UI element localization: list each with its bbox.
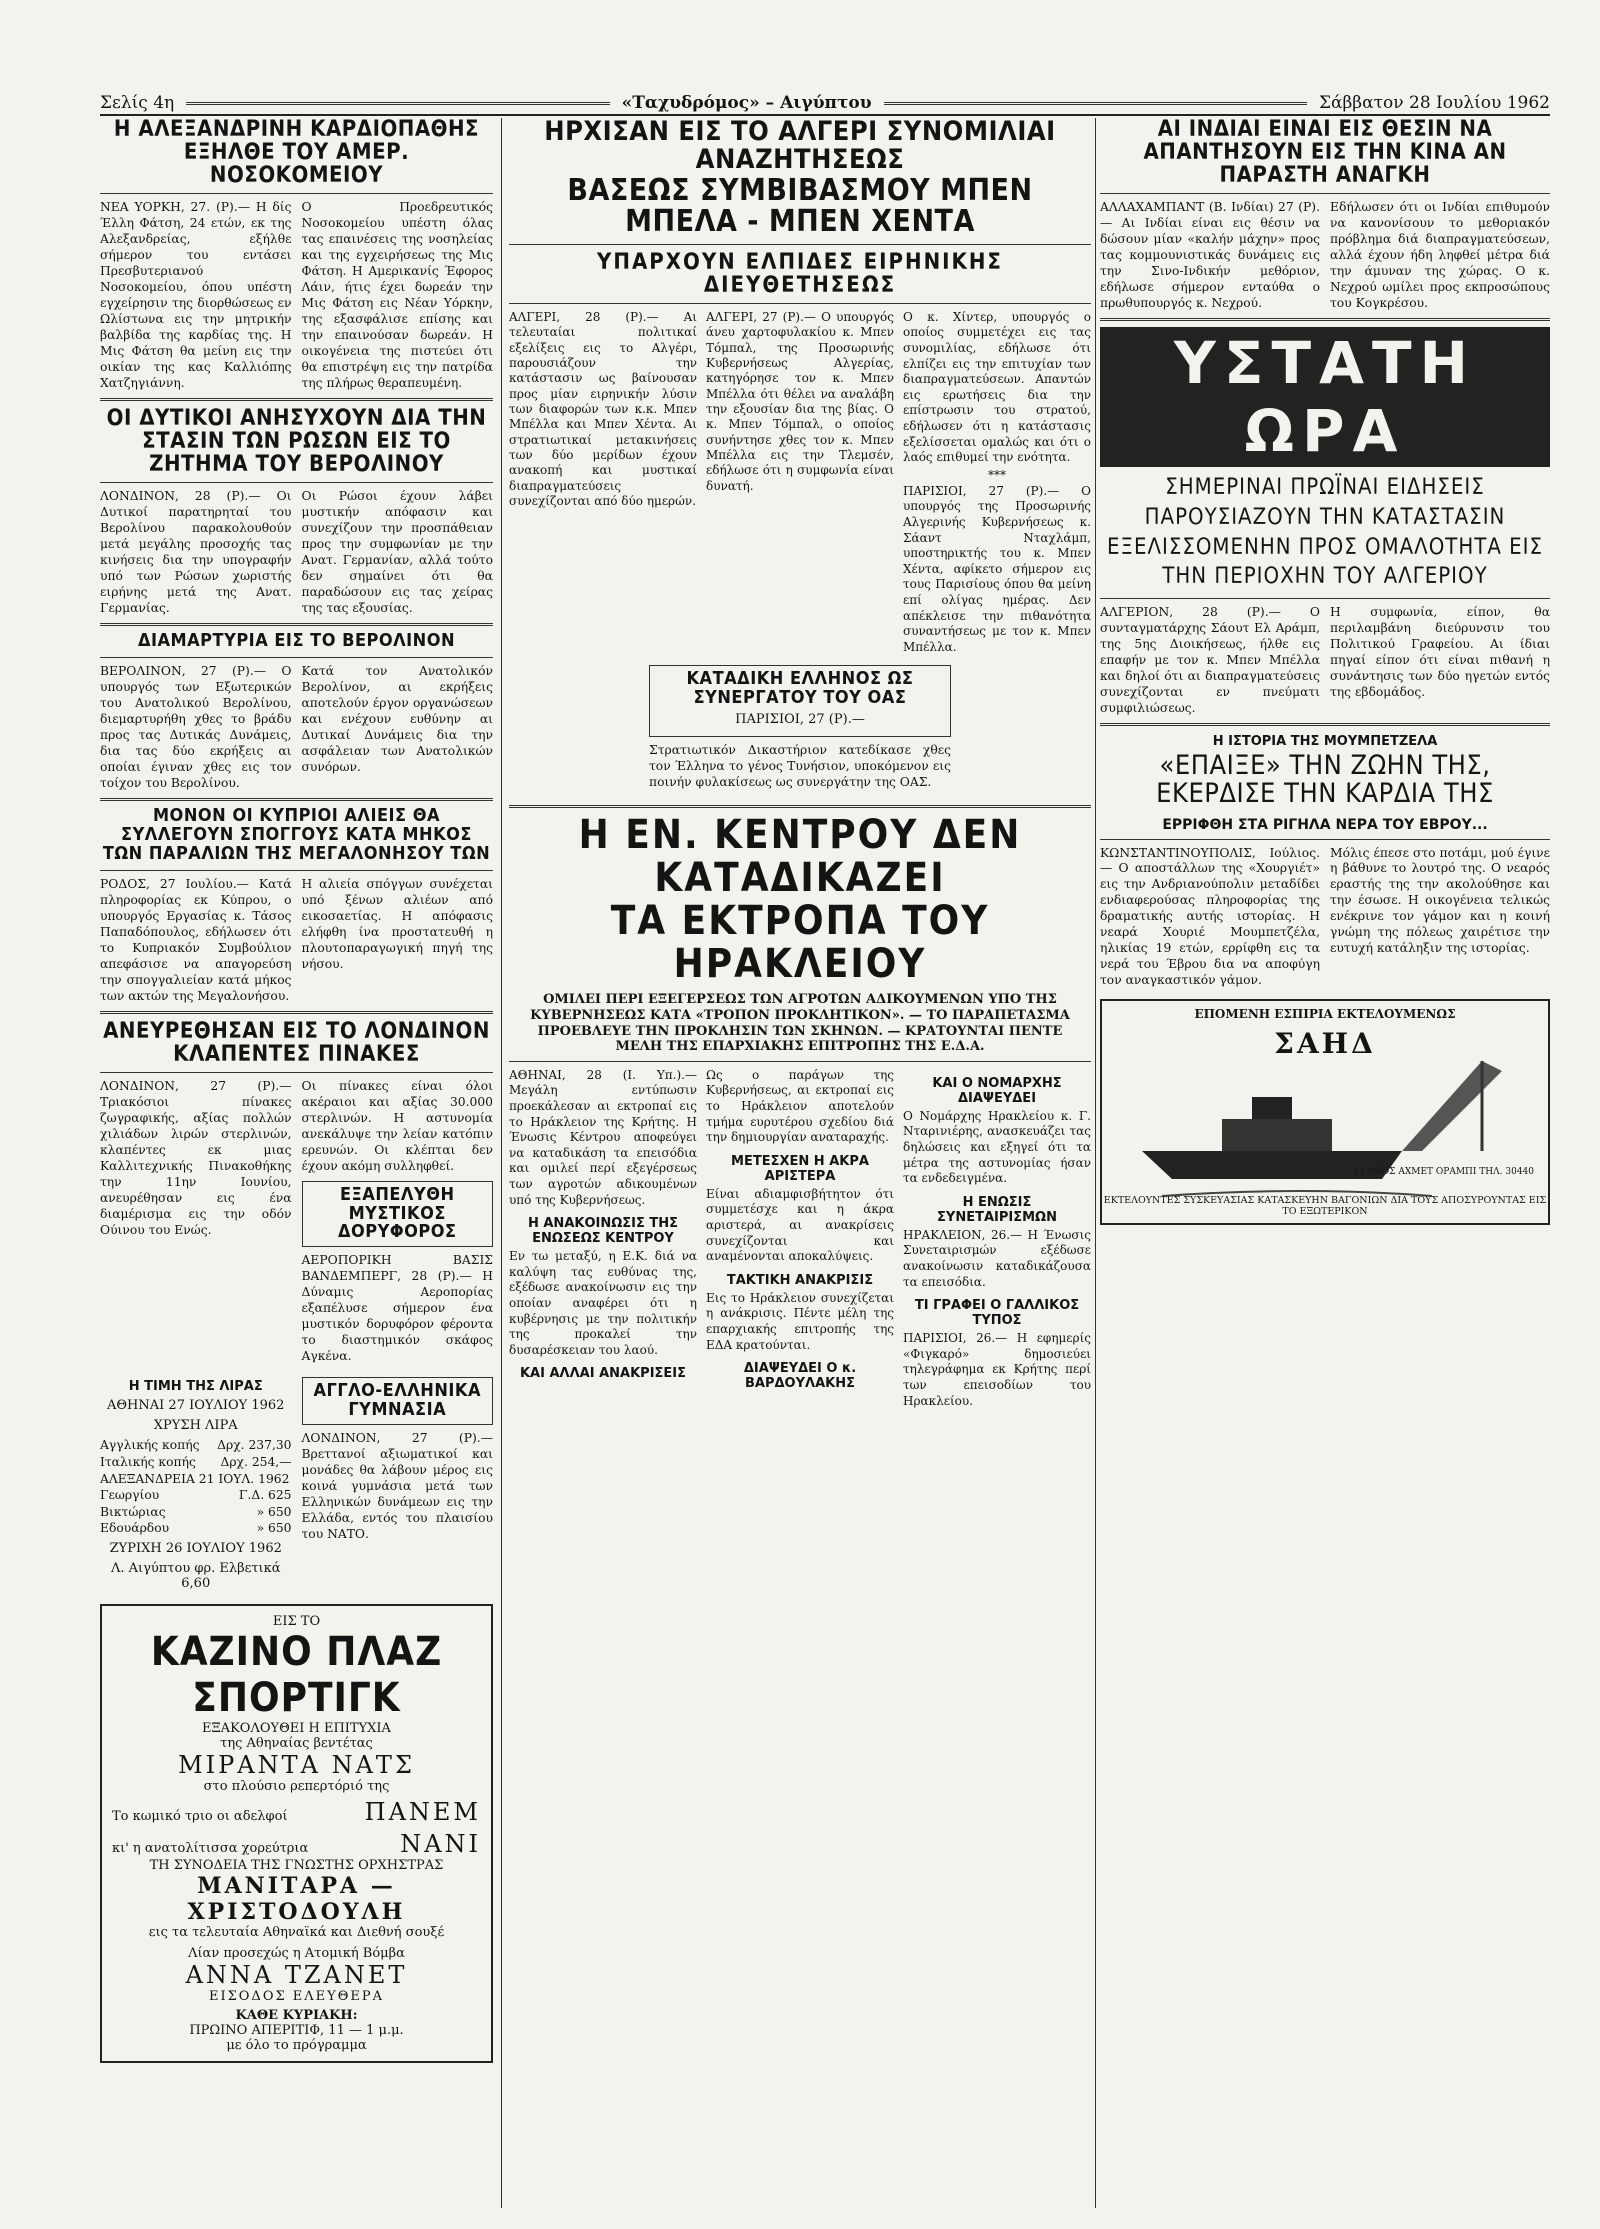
- pound-price-box: [100, 1371, 292, 1596]
- price-row: Αγγλικής κοπής Δρχ. 237,30: [100, 1438, 292, 1453]
- right-column: [1100, 118, 1550, 1225]
- ad-text: κι' η ανατολίτισσα χορεύτρια: [112, 1840, 309, 1856]
- subhead: Η ΑΝΑΚΟΙΝΩΣΙΣ ΤΗΣ ΕΝΩΣΕΩΣ ΚΕΝΤΡΟΥ: [527, 1216, 679, 1247]
- ad-orchestra-name: ΜΑΝΙΤΑΡΑ — ΧΡΙΣΤΟΔΟΥΛΗ: [187, 1872, 406, 1925]
- price-row: ΑΛΕΞΑΝΔΡΕΙΑ 21 ΙΟΥΛ. 1962: [100, 1471, 290, 1486]
- subhead: ΚΑΙ Ο ΝΟΜΑΡΧΗΣ ΔΙΑΨΕΥΔΕΙ: [932, 1075, 1062, 1106]
- subhead: ΚΑΙ ΑΛΛΑΙ ΑΝΑΚΡΙΣΕΙΣ: [519, 1366, 687, 1382]
- headline: ΣΗΜΕΡΙΝΑΙ ΠΡΩΪΝΑΙ ΕΙΔΗΣΕΙΣ ΠΑΡΟΥΣΙΑΖΟΥΝ ΤΗΝ ΚΑΤΑΣΤΑΣΙΝ ΕΞΕΛΙΣΣΟΜΕΝΗΝ ΠΡΟΣ ΟΜΑΛΟΤΗΤΑ ΕΙΣ ΤΗΝ ΠΕΡΙΟΧΗΝ ΤΟΥ ΑΛΓΕΡΙΟΥ: [1106, 475, 1544, 590]
- ad-text: με όλο το πρόγραμμα: [226, 2037, 367, 2053]
- article-text: Κατά τον Ανατολικόν Βερολίνον, αι εκρήξεις αποτελούν έργον οργανώσεων και ενέχουν ευθύνην αι Δυτικαί Δυνάμεις δια την ασφάλειαν των Ανατολικών συνόρων.: [301, 664, 493, 775]
- price-row: Εδουάρδου » 650: [100, 1521, 292, 1536]
- headline: ΒΑΣΕΩΣ ΣΥΜΒΙΒΑΣΜΟΥ ΜΠΕΝ ΜΠΕΛΑ - ΜΠΕΝ ΧΕΝΤΑ: [567, 172, 1033, 240]
- article-text: Στρατιωτικόν Δικαστήριον κατεδίκασε χθες τον Έλληνα το γένος Τυνήσιον, υποκόμενον εις ποινήν φυλακίσεως ως συνεργάτην της ΟΑΣ.: [649, 742, 951, 789]
- headline: «ΕΠΑΙΞΕ» ΤΗΝ ΖΩΗΝ ΤΗΣ, ΕΚΕΡΔΙΣΕ ΤΗΝ ΚΑΡΔΙΑ ΤΗΣ: [1156, 749, 1494, 810]
- ad-text: της Αθηναίας βεντέτας: [220, 1735, 373, 1751]
- kicker: Η ΙΣΤΟΡΙΑ ΤΗΣ ΜΟΥΜΠΕΤΖΕΛΑ: [1212, 733, 1438, 749]
- zurich-row: Λ. Αιγύπτου φρ. Ελβετικά 6,60: [110, 1560, 281, 1592]
- paper-name: «Ταχυδρόμος» – Αιγύπτου: [621, 93, 872, 113]
- column-rule: [1095, 118, 1096, 2208]
- article-berlin-worry: [100, 407, 493, 617]
- ad-text: στο πλούσιο ρεπερτόριό της: [203, 1778, 390, 1794]
- subhead: ΜΕΤΕΣΧΕΝ Η ΑΚΡΑ ΑΡΙΣΤΕΡΑ: [731, 1153, 869, 1184]
- article-text: Μόλις έπεσε στο ποτάμι, μού έγινε η βάθυνε το λουτρό της. Ο νεαρός εραστής της την ακολούθησε και την έσωσε. Η οικογένεια τελικώς ενέκρινε τον γάμον και η κοινή γνώμη της πόλεως χαιρέτισε την ευτυχή κατάληξιν της ιστορίας.: [1330, 845, 1550, 956]
- ad-text: ΕΞΑΚΟΛΟΥΘΕΙ Η ΕΠΙΤΥΧΙΑ: [202, 1720, 391, 1736]
- ad-text: ΕΙΣ ΤΟ: [272, 1613, 321, 1629]
- headline: ΟΙ ΔΥΤΙΚΟΙ ΑΝΗΣΥΧΟΥΝ ΔΙΑ ΤΗΝ ΣΤΑΣΙΝ ΤΩΝ ΡΩΣΩΝ ΕΙΣ ΤΟ ΖΗΤΗΜΑ ΤΟΥ ΒΕΡΟΛΙΝΟΥ: [106, 406, 487, 478]
- article-text: ΛΟΝΔΙΝΟΝ, 27 (Ρ).— Βρεττανοί αξιωματικοί και μονάδες θα λάβουν μέρος εις κοινά γυμνάσια μετά των Ελληνικών δυνάμεων εις την Ελλάδα, εντός του πλαισίου του ΝΑΤΟ.: [301, 1431, 493, 1541]
- shipping-advertisement: [1100, 999, 1550, 1225]
- lead-article-algeria: ΗΡΧΙΣΑΝ ΕΙΣ ΤΟ ΑΛΓΕΡΙ ΣΥΝΟΜΙΛΙΑΙ ΑΝΑΖΗΤΗΣΕΩΣ ΒΑΣΕΩΣ ΣΥΜΒΙΒΑΣΜΟΥ ΜΠΕΝ ΜΠΕΛΑ - ΜΠΕΝ ΧΕΝΤΑ ΥΠΑΡΧΟΥΝ ΕΛΠΙΔΕΣ ΕΙΡΗΝΙΚΗΣ ΔΙΕΥΘΕΤΗΣΕΩΣ ΑΛΓΕΡΙ, 28 (Ρ).— Αι τελευταίαι πολιτικαί εξελίξεις εις το Αλγέρι, παρουσιάζουν την κατάστασιν ως βαίνουσαν προς μίαν ειρηνικήν λύσιν των διαφορών των κ.κ. Μπεν Μπέλλα και Μπεν Χέντα. Αι στρατιωτικαί μετακινήσεις των δύο μερίδων έχουν ανακοπή και μυστικαί διαπραγματεύσεις συνεχίζονται από δύο ημερών. ΑΛΓΕΡΙ, 27 (Ρ).— Ο υπουργός άνευ χαρτοφυλακίου κ. Μπεν Τόμπαλ, της Προσωρινής Κυβερνήσεως Αλγερίας, κατηγόρησε τον κ. Μπεν Μπέλλα ότι θέλει να αναλάβη την εξουσίαν δια της βίας. Ο κ. Μπεν Τόμπαλ, ο οποίος συνήντησε χθες τον κ. Μπεν Μπέλλα εις την Τλεμσέν, εδήλωσε ότι η συμφωνία είναι δυνατή. Ο κ. Χίντερ, υπουργός ο οποίος συμμετέχει εις τας συνομιλίας, εδήλωσε ότι ελπίζει εις την επιτυχίαν των διαπραγματεύσεων. Απαντών εις ερωτήσεις δια την επίστρωσιν του στρατού, εδήλωσεν ότι η κατάστασις εξελίσσεται ομαλώς και ότι ο λαός επιθυμεί την ενότητα. *** ΠΑΡΙΣΙΟΙ, 27 (Ρ).— Ο υπουργός της Προσωρινής Αλγερινής Κυβερνήσεως κ. Σάαντ Νταχλάμπ, υποστηρικτής του κ. Μπεν Χέντα, αφίκετο σήμερον εις τους Παρισίους όπου θα μείνη επί ολίγας ημέρας. Δεν απέκλεισε την πιθανότητα συναντήσεως με τον κ. Μπεν Μπέλλα. ΚΑΤΑΔΙΚΗ ΕΛΛΗΝΟΣ ΩΣ ΣΥΝΕΡΓΑΤΟΥ ΤΟΥ ΟΑΣ ΠΑΡΙΣΙΟΙ, 27 (Ρ).— Στρατιωτικόν Δικαστήριον κατεδίκασε χθες τον Έλληνα το γένος Τυνήσιον, υποκόμενον εις ποινήν φυλακίσεως ως συνεργάτην της ΟΑΣ.: [509, 118, 1091, 789]
- article-text: Η συμφωνία, είπον, θα περιλαμβάνη διεύρυνσιν του Πολιτικού Γραφείου. Αι ίδιαι πηγαί είπον ότι είναι πιθανή η συνάντησις των δύο ηγετών εντός της εβδομάδος.: [1330, 604, 1550, 699]
- article-text: ΛΟΝΔΙΝΟΝ, 27 (Ρ).— Τριακόσιοι πίνακες ζωγραφικής, αξίας πολλών χιλιάδων λιρών στερλινών, κλαπέντες εκ μιας Καλλιτεχνικής Πινακοθήκης την 11ην Ιουνίου, ανευρέθησαν εις ένα διαμέρισμα εις την οδόν Ούινου του Ενώς.: [100, 1078, 292, 1237]
- price-row: Βικτώριας » 650: [100, 1504, 292, 1519]
- article-heart-patient: [100, 118, 493, 392]
- subheadline: ΥΠΑΡΧΟΥΝ ΕΛΠΙΔΕΣ ΕΙΡΗΝΙΚΗΣ ΔΙΕΥΘΕΤΗΣΕΩΣ: [597, 249, 1003, 298]
- casino-advertisement: [100, 1604, 493, 2063]
- headline: Η ΑΛΕΞΑΝΔΡΙΝΗ ΚΑΡΔΙΟΠΑΘΗΣ ΕΞΗΛΘΕ ΤΟΥ ΑΜΕΡ. ΝΟΣΟΚΟΜΕΙΟΥ: [113, 118, 480, 189]
- price-row: Ιταλικής κοπής Δρχ. 254,—: [100, 1455, 292, 1469]
- article-latest-news: [1100, 327, 1550, 717]
- ship-icon: [1102, 1001, 1548, 1223]
- dateline: ΠΑΡΙΣΙΟΙ, 27 (Ρ).—: [735, 712, 865, 728]
- masthead: [100, 92, 1550, 116]
- article-text: ΛΟΝΔΙΝΟΝ, 28 (Ρ).— Οι Δυτικοί παρατηρηταί του Βερολίνου παρακολουθούν μετά μεγάλης προσοχής τας κινήσεις δια την υπογραφήν υπό των Ρώσων χωριστής ειρήνης μετά της Ανατ. Γερμανίας.: [100, 489, 292, 616]
- ad-text: εις τα τελευταία Αθηναϊκά και Διεθνή σουξέ: [148, 1924, 445, 1940]
- subhead: ΔΙΑΨΕΥΔΕΙ Ο κ. ΒΑΡΔΟΥΛΑΚΗΣ: [743, 1361, 857, 1392]
- price-row: Γεωργίου Γ.Δ. 625: [100, 1488, 292, 1503]
- prices-title: Η ΤΙΜΗ ΤΗΣ ΛΙΡΑΣ: [128, 1379, 263, 1395]
- article-satellite: [302, 1181, 494, 1248]
- ad-dancer-name: ΝΑΝΙ: [400, 1829, 481, 1858]
- ad-text: ΠΡΩΙΝΟ ΑΠΕΡΙΤΙΦ, 11 — 1 μ.μ.: [189, 2022, 404, 2038]
- headline: ΤΑ ΕΚΤΡΟΠΑ ΤΟΥ ΗΡΑΚΛΕΙΟΥ: [610, 898, 990, 988]
- issue-date: Σάββατον 28 Ιουλίου 1962: [1318, 93, 1550, 113]
- article-text: Οι πίνακες είναι όλοι ακέραιοι και αξίας 30.000 στερλινών. Η αστυνομία ανεκάλυψε την λείαν κατόπιν ερευνών. Οι κλέπται δεν έχουν ακόμη συλληφθεί.: [301, 1078, 493, 1173]
- zurich-label: ΖΥΡΙΧΗ 26 ΙΟΥΛΙΟΥ 1962: [109, 1540, 282, 1556]
- headline: ΗΡΧΙΣΑΝ ΕΙΣ ΤΟ ΑΛΓΕΡΙ ΣΥΝΟΜΙΛΙΑΙ ΑΝΑΖΗΤΗΣΕΩΣ: [544, 118, 1056, 176]
- headline: ΑΙ ΙΝΔΙΑΙ ΕΙΝΑΙ ΕΙΣ ΘΕΣΙΝ ΝΑ ΑΠΑΝΤΗΣΟΥΝ ΕΙΣ ΤΗΝ ΚΙΝΑ ΑΝ ΠΑΡΑΣΤΗ ΑΝΑΓΚΗ: [1143, 118, 1507, 189]
- article-text: Εν τω μεταξύ, η Ε.Κ. διά να καλύψη τας ευθύνας της, εξέδωσε ανακοίνωσιν εις την οποίαν αναφέρει ότι η κυβέρνησις με την πολιτικήν της προκαλεί την δυσαρέσκειαν του λαού.: [509, 1249, 697, 1357]
- article-berlin-protest: [100, 632, 493, 792]
- subheadline: ΕΡΡΙΦΘΗ ΣΤΑ ΡΙΓΗΛΑ ΝΕΡΑ ΤΟΥ ΕΒΡΟΥ...: [1162, 816, 1488, 833]
- article-text: ΑΛΓΕΡΙΟΝ, 28 (Ρ).— Ο συνταγματάρχης Σάουτ Ελ Αράμπ, της 5ης Διοικήσεως, ήλθε εις επαφήν με τον κ. Μπεν Μπέλλα και δηλοί ότι αι διαπραγματεύσεις συνεχίζονται εν πνεύματι συμφιλιώσεως.: [1100, 604, 1320, 715]
- left-column: [100, 118, 493, 2063]
- headline: ΚΑΤΑΔΙΚΗ ΕΛΛΗΝΟΣ ΩΣ ΣΥΝΕΡΓΑΤΟΥ ΤΟΥ ΟΑΣ: [686, 668, 914, 709]
- article-stolen-paintings: [100, 1020, 493, 1366]
- article-text: Εδήλωσεν ότι οι Ινδίαι επιθυμούν να κανονίσουν το μεθοριακόν πρόβλημα διά διαπραγματεύσεων, αλλά έχουν ήδη ληφθεί μέτρα διά την άμυναν της χώρας. Ο κ. Νεχρού ωμίλει προς εκπροσώπους του Κογκρέσου.: [1330, 200, 1550, 311]
- article-text: ΑΛΓΕΡΙ, 28 (Ρ).— Αι τελευταίαι πολιτικαί εξελίξεις εις το Αλγέρι, παρουσιάζουν την κατάστασιν ως βαίνουσαν προς μίαν ειρηνικήν λύσιν των διαφορών των κ.κ. Μπεν Μπέλλα και Μπεν Χέντα. Αι στρατιωτικαί μετακινήσεις των δύο μερίδων έχουν ανακοπή και μυστικαί διαπραγματεύσεις συνεχίζονται από δύο ημερών.: [509, 309, 697, 509]
- ad-text: ΤΗ ΣΥΝΟΔΕΙΑ ΤΗΣ ΓΝΩΣΤΗΣ ΟΡΧΗΣΤΡΑΣ: [149, 1857, 444, 1873]
- headline: ΑΝΕΥΡΕΘΗΣΑΝ ΕΙΣ ΤΟ ΛΟΝΔΙΝΟΝ ΚΛΑΠΕΝΤΕΣ ΠΙΝΑΚΕΣ: [103, 1018, 490, 1067]
- article-moubetzela: [1100, 734, 1550, 990]
- subhead: Η ΕΝΩΣΙΣ ΣΥΝΕΤΑΙΡΙΣΜΩΝ: [937, 1194, 1057, 1225]
- article-text: Ο κ. Χίντερ, υπουργός ο οποίος συμμετέχει εις τας συνομιλίας, εδήλωσε ότι ελπίζει εις την επιτυχίαν των διαπραγματεύσεων. Απαντών εις ερωτήσεις δια την επίστρωσιν του στρατού, εδήλωσεν ότι η κατάστασις εξελίσσεται ομαλώς και ότι ο λαός επιθυμεί την ενότητα.: [903, 309, 1091, 465]
- headline: ΜΟΝΟΝ ΟΙ ΚΥΠΡΙΟΙ ΑΛΙΕΙΣ ΘΑ ΣΥΛΛΕΓΟΥΝ ΣΠΟΓΓΟΥΣ ΚΑΤΑ ΜΗΚΟΣ ΤΩΝ ΠΑΡΑΛΙΩΝ ΤΗΣ ΜΕΓΑΛΟΝΗΣΟΥ ΤΩΝ: [102, 805, 491, 864]
- ad-star-name: ΜΙΡΑΝΤΑ ΝΑΤΣ: [178, 1750, 415, 1779]
- headline: ΕΞΑΠΕΛΥΘΗ ΜΥΣΤΙΚΟΣ ΔΟΡΥΦΟΡΟΣ: [337, 1183, 457, 1243]
- ad-note: ΕΚΤΕΛΟΥΝΤΕΣ ΣΥΣΚΕΥΑΣΙΑΣ ΚΑΤΑΣΚΕΥΗΝ ΒΑΓΟΝΙΩΝ ΔΙΑ ΤΟΥΣ ΑΠΟΣΥΡΟΥΝΤΑΣ ΕΙΣ ΤΟ ΕΞΩΤΕΡΙΚΟΝ: [1103, 1195, 1547, 1218]
- article-cyprus-sponges: [100, 807, 493, 1005]
- ad-text: Το κωμικό τριο οι αδελφοί: [112, 1808, 288, 1824]
- article-text: ΠΑΡΙΣΙΟΙ, 26.— Η εφημερίς «Φιγκαρό» δημοσιεύει τηλεγράφημα εκ Κρήτης περί των επεισοδίων του Ηρακλείου.: [903, 1331, 1091, 1408]
- article-text: Η αλιεία σπόγγων συνέχεται υπό ξένων αλιέων από εικοσαετίας. Η απόφασις ελήφθη ίνα προστατευθή η πλουτοπαραγωγική πηγή της νήσου.: [301, 876, 493, 971]
- ad-heading: ΕΠΟΜΕΝΗ ΕΣΠΙΡΙΑ ΕΚΤΕΛΟΥΜΕΝΩΣ: [1194, 1007, 1456, 1022]
- subhead: ΤΑΚΤΙΚΗ ΑΝΑΚΡΙΣΙΣ: [726, 1272, 874, 1288]
- ad-text: Λίαν προσεχώς η Ατομική Βόμβα: [188, 1945, 405, 1961]
- article-text: Είναι αδιαμφισβήτητον ότι συμμετέσχε και η άκρα αριστερά, αι ανακρίσεις συνεχίζονται και αναμένονται αποκαλύψεις.: [706, 1186, 894, 1264]
- article-text: Ο Προεδρευτικός Νοσοκομείου υπέστη όλας τας επαινέσεις της νοσηλείας και της εγχειρήσεως της Μις Φάτση. Η Αμερικανίς Έφορος Λάιν, ήτις έχει δωρεάν την Μις Φάτση εις Νέαν Υόρκην, της εξασφάλισε επίσης και την επαινούσαν δωρεάν. Η οικογένεια της πιστεύει ότι θα επιστρέψη εις την πατρίδα της πλήρως θεραπευμένη.: [301, 200, 493, 391]
- ad-next-star: ΑΝΝΑ ΤΖΑΝΕΤ: [185, 1960, 408, 1989]
- article-text: ΚΩΝΣΤΑΝΤΙΝΟΥΠΟΛΙΣ, Ιούλιος.— Ο αποστάλλων της «Χουργιέτ» εις την Ανδριανούπολιν μεταδίδει ενδιαφερούσας πληροφορίας της δραματικής αυτής ιστορίας. Η νεαρά Χουριέ Μουμπετζέλα, ηλικίας 19 ετών, ερρίφθη εις τα νερά του Έβρου δια να αποφύγη τον αναγκαστικόν γάμον.: [1100, 845, 1320, 988]
- article-text: Ο Νομάρχης Ηρακλείου κ. Γ. Νταρινιέρης, ανασκευάζει τας δηλώσεις και εξηγεί ότι τα μέτρα της αστυνομίας ήσαν τα ενδεδειγμένα.: [903, 1108, 1091, 1186]
- gold-label: ΧΡΥΣΗ ΛΙΡΑ: [153, 1417, 238, 1433]
- ship-name: ΣΑΗΔ: [1274, 1027, 1376, 1061]
- article-text: ΑΘΗΝΑΙ, 28 (Ι. Υπ.).— Μεγάλη εντύπωσιν προεκάλεσαν αι εκτροπαί εις το Ηράκλειον της Κρήτης. Η Ένωσις Κέντρου αποφεύγει να καταδικάση τα επεισόδια και ομιλεί περί εξεγέρσεως των αγροτών αδικουμένων υπό της Κυβερνήσεως.: [509, 1067, 697, 1207]
- center-column: [509, 118, 1091, 1409]
- article-text: ΒΕΡΟΛΙΝΟΝ, 27 (Ρ).— Ο υπουργός των Εξωτερικών του Ανατολικού Βερολίνου, διεμαρτυρήθη χθες το βράδυ προς τας Δυτικάς Δυνάμεις, δια τας δύο εκρήξεις αι οποίαι έγιναν χθες εις τον τοίχον του Βερολίνου.: [100, 664, 292, 791]
- article-greek-convicted: [649, 665, 951, 736]
- ad-trio-name: ΠΑΝΕΜ: [364, 1797, 481, 1826]
- article-text: ΡΟΔΟΣ, 27 Ιουλίου.— Κατά πληροφορίας εκ Κύπρου, ο υπουργός Εργασίας κ. Τάσος Παπαδόπουλος, εδήλωσεν ότι το Κυπριακόν Συμβούλιον απεφάσισε να απαγορεύση την σπογγαλιείαν κατά μήκος των ακτών της Μεγαλονήσου.: [100, 876, 292, 1003]
- subhead: ΤΙ ΓΡΑΦΕΙ Ο ΓΑΛΛΙΚΟΣ ΤΥΠΟΣ: [914, 1298, 1080, 1329]
- deck: ΟΜΙΛΕΙ ΠΕΡΙ ΕΞΕΓΕΡΣΕΩΣ ΤΩΝ ΑΓΡΟΤΩΝ ΑΔΙΚΟΥΜΕΝΩΝ ΥΠΟ ΤΗΣ ΚΥΒΕΡΝΗΣΕΩΣ ΚΑΤΑ «ΤΡΟΠΟΝ ΠΡΟΚΛΗΤΙΚΟΝ». — ΤΟ ΠΑΡΑΠΕΤΑΣΜΑ ΠΡΟΕΒΛΕΥΕ ΤΗΝ ΠΡΟΚΛΗΣΙΝ ΤΩΝ ΣΚΗΝΩΝ. — ΚΡΑΤΟΥΝΤΑΙ ΠΕΝΤΕ ΜΕΛΗ ΤΗΣ ΕΠΑΡΧΙΑΚΗΣ ΕΠΙΤΡΟΠΗΣ ΤΗΣ Ε.Δ.Α.: [530, 992, 1070, 1055]
- article-text: ΝΕΑ ΥΟΡΚΗ, 27. (Ρ).— Η δίς Έλλη Φάτση, 24 ετών, εκ της Αλεξανδρείας, εξήλθε σήμερον του εντάσει Πρεσβυτεριανού Νοσοκομείου, όπου υπέστη εγχείρησιν της διορθώσεως εν Ωλίστωνα εις την μητρικήν βαλβίδα της καρδίας της. Η Μις Φάτση θα μείνη εις την οικίαν της κας Καλλιόπης Χατζηγιάννη.: [100, 200, 292, 391]
- article-text: Οι Ρώσοι έχουν λάβει μυστικήν απόφασιν και συνεχίζουν την προσπάθειαν προς την συμφωνίαν με την Ανατ. Γερμανίαν, αλλά τούτο δεν σημαίνει ότι θα παραδώσουν εις τας χείρας της τας εξουσίας.: [301, 489, 493, 616]
- headline: ΔΙΑΜΑΡΤΥΡΙΑ ΕΙΣ ΤΟ ΒΕΡΟΛΙΝΟΝ: [137, 630, 456, 652]
- prices-date: ΑΘΗΝΑΙ 27 ΙΟΥΛΙΟΥ 1962: [107, 1398, 285, 1414]
- article-text: ΗΡΑΚΛΕΙΟΝ, 26.— Η Ένωσις Συνεταιρισμών εξέδωσε ανακοίνωσιν καταδικάζουσα τα επεισόδια.: [903, 1227, 1091, 1289]
- article-text: ΑΛΓΕΡΙ, 27 (Ρ).— Ο υπουργός άνευ χαρτοφυλακίου κ. Μπεν Τόμπαλ, της Προσωρινής Κυβερνήσεως Αλγερίας, κατηγόρησε τον κ. Μπεν Μπέλλα ότι θέλει να αναλάβη την εξουσίαν δια της βίας. Ο κ. Μπεν Τόμπαλ, ο οποίος συνήντησε χθες τον κ. Μπεν Μπέλλα εις την Τλεμσέν, εδήλωσε ότι η συμφωνία είναι δυνατή.: [706, 309, 894, 493]
- article-text: ΠΑΡΙΣΙΟΙ, 27 (Ρ).— Ο υπουργός της Προσωρινής Αλγερινής Κυβερνήσεως κ. Σάαντ Νταχλάμπ, υποστηρικτής του κ. Μπεν Χέντα, αφίκετο σήμερον εις τους Παρισίους όπου θα μείνη επί ολίγας ημέρας. Δεν απέκλεισε την πιθανότητα συναντήσεως με τον κ. Μπεν Μπέλλα.: [903, 483, 1091, 654]
- article-heraklion: [509, 811, 1091, 1409]
- article-india-china: [1100, 118, 1550, 312]
- latest-news-banner: ΥΣΤΑΤΗ ΩΡΑ: [1100, 327, 1550, 467]
- ad-text: ΚΑΘΕ ΚΥΡΙΑΚΗ:: [235, 2007, 358, 2023]
- article-text: Εις το Ηράκλειον συνεχίζεται η ανάκρισις. Πέντε μέλη της επαρχιακής επιτροπής της ΕΔΑ κρατούνται.: [706, 1290, 894, 1352]
- ad-address: 11 ΟΔΟΣ ΑΧΜΕΤ ΟΡΑΜΠΙ ΤΗΛ. 30440: [1353, 1167, 1534, 1178]
- article-text: ΑΛΛΑΧΑΜΠΑΝΤ (Β. Ινδίαι) 27 (Ρ).— Αι Ινδίαι είναι εις θέσιν να δώσουν μίαν «καλήν μάχην» προς τας κομμουνιστικάς δυνάμεις εις την Σινο-Ινδικήν μεθόριον, εδήλωσε σήμερον ενταύθα ο πρωθυπουργός κ. Νεχρού.: [1100, 200, 1320, 311]
- headline: ΑΓΓΛΟ-ΕΛΛΗΝΙΚΑ ΓΥΜΝΑΣΙΑ: [313, 1380, 482, 1421]
- article-text: ΑΕΡΟΠΟΡΙΚΗ ΒΑΣΙΣ ΒΑΝΔΕΜΠΕΡΓ, 28 (Ρ).— Η Δύναμις Αεροπορίας εξαπέλυσε σήμερον ένα μυστικόν δορυφόρον φέροντα το διαστημικόν σκάφος Αγκένα.: [301, 1253, 493, 1364]
- page-number: Σελίς 4η: [100, 93, 175, 113]
- article-text: Ως ο παράγων της Κυβερνήσεως, αι εκτροπαί εις το Ηράκλειον αποτελούν τμήμα ευρυτέρου σχεδίου διά την δημιουργίαν αναταραχής.: [706, 1067, 894, 1145]
- ad-casino-name: ΚΑΖΙΝΟ ΠΛΑΖ ΣΠΟΡΤΙΓΚ: [150, 1628, 443, 1721]
- column-rule: [501, 118, 502, 2208]
- ad-text: ΕΙΣΟΔΟΣ ΕΛΕΥΘΕΡΑ: [208, 1988, 385, 2004]
- headline: Η ΕΝ. ΚΕΝΤΡΟΥ ΔΕΝ ΚΑΤΑΔΙΚΑΖΕΙ: [578, 811, 1022, 901]
- article-military: [302, 1371, 494, 1596]
